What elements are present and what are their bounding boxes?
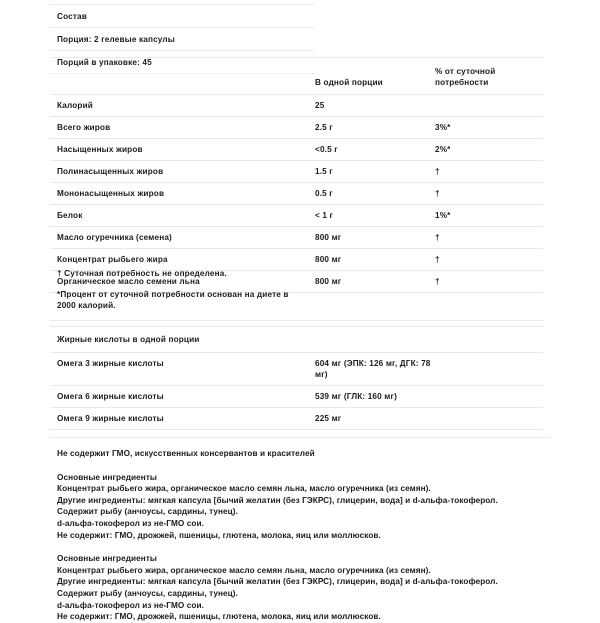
fatty-acid-value: 604 мг (ЭПК: 126 мг, ДГК: 78 мг)	[315, 359, 431, 379]
summary-label-serving-size: Порция: 2 гелевые капсулы	[57, 34, 175, 44]
ingredients-main-line: Концентрат рыбьего жира, органическое масло семян льна, масло огуречника (из семян).	[57, 484, 431, 494]
fatty-acid-value: 539 мг (ГЛК: 160 мг)	[315, 392, 397, 401]
fatty-acid-name: Омега 6 жирные кислоты	[57, 392, 164, 401]
facts-row-dv: 2%*	[435, 145, 451, 154]
facts-header-per-serving: В одной порции	[315, 78, 383, 87]
ingredients-free-from-line: Не содержит: ГМО, дрожжей, пшеницы, глютена, молока, яиц или моллюсков.	[57, 530, 381, 540]
footnote-asterisk: *Процент от суточной потребности основан на диете в 2000 калорий.	[57, 289, 289, 310]
facts-row-name: Концентрат рыбьего жира	[57, 255, 168, 264]
facts-row-name: Белок	[57, 211, 83, 220]
facts-row-value: 800 мг	[315, 255, 342, 264]
facts-row-dv: †	[435, 255, 440, 264]
facts-row-name: Мононасыщенных жиров	[57, 189, 165, 198]
ingredients-contains-line: Содержит рыбу (анчоусы, сардины, тунец).	[57, 588, 238, 598]
table-row	[50, 117, 543, 139]
facts-row-value: 25	[315, 101, 325, 110]
facts-row-name: Насыщенных жиров	[57, 145, 143, 154]
facts-row-value: 800 мг	[315, 233, 342, 242]
facts-row-dv: †	[435, 167, 440, 176]
facts-row-dv: †	[435, 189, 440, 198]
footnote-dagger: † Суточная потребность не определена.	[57, 269, 227, 278]
summary-row-serving-size	[50, 27, 315, 50]
summary-row-composition	[50, 4, 315, 27]
table-row	[50, 95, 543, 117]
fatty-acid-name: Омега 3 жирные кислоты	[57, 359, 164, 368]
ingredients-free-from-line: Не содержит: ГМО, дрожжей, пшеницы, глютена, молока, яиц или моллюсков.	[57, 612, 381, 622]
gmo-free-notice: Не содержит ГМО, искусственных консервантов и красителей	[57, 449, 315, 458]
ingredients-block-one	[50, 472, 550, 542]
facts-row-name: Всего жиров	[57, 123, 111, 132]
ingredients-tocopherol-line: d-альфа-токоферол из не-ГМО сои.	[57, 600, 204, 610]
facts-row-name: Органическое масло семени льна	[57, 277, 200, 286]
summary-label-composition: Состав	[57, 11, 87, 21]
table-row	[50, 227, 543, 249]
table-row	[50, 205, 543, 227]
fatty-acid-value: 225 мг	[315, 414, 342, 423]
facts-row-value: 0.5 г	[315, 189, 333, 198]
facts-row-value: <0.5 г	[315, 145, 338, 154]
facts-row-dv: 3%*	[435, 123, 451, 132]
fatty-acid-name: Омега 9 жирные кислоты	[57, 414, 164, 423]
facts-row-name: Масло огуречника (семена)	[57, 233, 172, 242]
fatty-acids-title-row	[50, 326, 543, 353]
ingredients-block-two	[50, 553, 550, 623]
facts-row-dv: †	[435, 233, 440, 242]
ingredients-tocopherol-line: d-альфа-токоферол из не-ГМО сои.	[57, 518, 204, 528]
nutrition-facts-table	[50, 57, 543, 293]
facts-row-name: Полинасыщенных жиров	[57, 167, 164, 176]
ingredients-other-line: Другие ингредиенты: мягкая капсула [бычий желатин (без ГЭКРС), глицерин, вода] и d-альфа-токоферол.	[57, 495, 498, 505]
table-row	[50, 161, 543, 183]
facts-row-value: 2.5 г	[315, 123, 333, 132]
table-row	[50, 386, 543, 408]
ingredients-heading: Основные ингредиенты	[57, 554, 157, 564]
ingredients-heading: Основные ингредиенты	[57, 472, 157, 482]
facts-row-dv	[435, 95, 543, 105]
fatty-acids-title: Жирные кислоты в одной порции	[57, 335, 200, 344]
facts-row-value: < 1 г	[315, 211, 334, 220]
facts-row-value: 1.5 г	[315, 167, 333, 176]
facts-row-dv: †	[435, 277, 440, 286]
ingredients-main-line: Концентрат рыбьего жира, органическое масло семян льна, масло огуречника (из семян).	[57, 565, 431, 575]
ingredients-other-line: Другие ингредиенты: мягкая капсула [бычий желатин (без ГЭКРС), глицерин, вода] и d-альфа-токоферол.	[57, 577, 498, 587]
table-row	[50, 139, 543, 161]
ingredients-contains-line: Содержит рыбу (анчоусы, сардины, тунец).	[57, 507, 238, 517]
fatty-acids-table	[50, 326, 543, 430]
facts-header-nutrient	[50, 80, 315, 94]
footnotes-section	[50, 268, 543, 321]
ingredients-section	[50, 437, 550, 623]
facts-header-daily-value: % от суточной потребности	[435, 67, 496, 87]
facts-row-dv: 1%*	[435, 211, 451, 220]
summary-label-servings-per-container: Порций в упаковке: 45	[57, 57, 152, 67]
table-row	[50, 408, 543, 430]
facts-header-row	[50, 57, 543, 95]
facts-row-value: 800 мг	[315, 277, 342, 286]
facts-row-name: Калорий	[57, 101, 93, 110]
table-row	[50, 353, 543, 386]
table-row	[50, 183, 543, 205]
